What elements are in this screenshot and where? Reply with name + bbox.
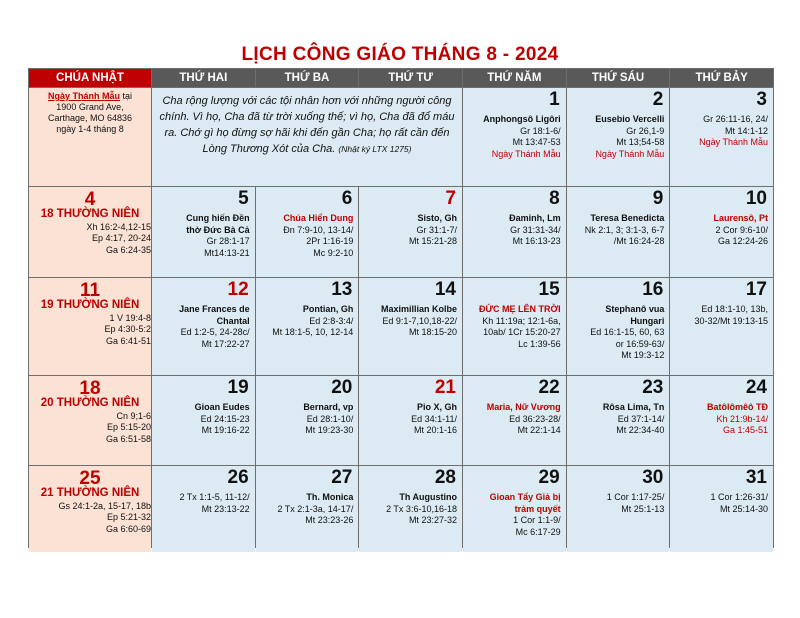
feast-name: thờ Đức Bà Cả — [186, 224, 250, 235]
feast-name: Hungari — [630, 315, 665, 326]
day-content — [571, 492, 665, 515]
day-number: 17 — [745, 279, 767, 300]
day-cell[interactable] — [567, 376, 670, 465]
reading-line: Ep 4:17, 20-24 — [91, 233, 151, 243]
day-cell[interactable] — [29, 466, 151, 552]
header-monday: THỨ HAI — [152, 69, 255, 87]
day-cell[interactable] — [670, 88, 773, 186]
day-content — [363, 213, 457, 248]
reading-line: Xh 16:2-4,12-15 — [86, 221, 151, 232]
feast-name: Batôlômêô TĐ — [706, 402, 768, 412]
reading-line: 2Pr 1:16-19 — [306, 236, 354, 246]
day-cell[interactable] — [463, 187, 566, 277]
day-content — [156, 492, 250, 515]
sunday-week-label: 19 THƯỜNG NIÊN — [40, 299, 140, 311]
reading-line: Ga 6:60-69 — [105, 523, 151, 534]
reading-line: or 16:59-63/ — [615, 338, 665, 349]
day-number: 24 — [745, 377, 767, 398]
reading-line: Mt 19:3-12 — [621, 350, 665, 360]
reading-line: Ed 37:1-14/ — [617, 413, 665, 424]
reading-line: Ngày Thánh Mẫu — [699, 137, 768, 147]
reading-line: Gr 31:31-34/ — [510, 224, 561, 235]
reading-line: Mt 13;54-58 — [616, 137, 665, 147]
feast-name: Chantal — [216, 315, 250, 326]
reading-line: Mt 13:47-53 — [512, 137, 561, 147]
reading-line: Mt 20:1-16 — [413, 425, 457, 435]
day-number: 3 — [756, 89, 767, 110]
reading-line: Mt 25:14-30 — [719, 503, 768, 514]
day-cell[interactable] — [29, 278, 151, 375]
day-cell[interactable] — [29, 187, 151, 277]
day-number: 28 — [434, 467, 456, 488]
reading-line: Kh 21:9b-14/ — [716, 413, 768, 424]
day-content — [260, 304, 354, 339]
reading-line: Ep 5:21-32 — [106, 512, 151, 522]
day-number: 30 — [642, 467, 664, 488]
day-number: 2 — [652, 89, 664, 110]
reading-line: Gr 26,1-9 — [626, 125, 665, 136]
feast-name: Gioan Eudes — [194, 402, 250, 412]
reading-line: 10ab/ 1Cr 15:20-27 — [483, 327, 561, 337]
info-link[interactable]: Ngày Thánh Mẫu — [47, 91, 120, 101]
feast-name: Maximillian Kolbe — [380, 304, 457, 314]
day-content — [363, 492, 457, 527]
day-cell[interactable] — [670, 187, 773, 277]
feast-name: Chúa Hiển Dung — [283, 213, 354, 223]
reading-line: Ga 6:51-58 — [105, 433, 151, 444]
reading-line: Mt 14:1-12 — [724, 125, 768, 136]
feast-name: Th Augustino — [399, 492, 457, 502]
reading-line: Mt 19:23-30 — [305, 425, 354, 435]
day-number: 16 — [642, 279, 664, 300]
info-line: Carthage, MO 64836 — [47, 113, 133, 123]
day-number: 18 — [79, 378, 101, 399]
reading-line: 1 Cor 1:1-9/ — [513, 515, 561, 525]
reading-line: Ep 5:15-20 — [106, 422, 151, 432]
day-cell[interactable] — [463, 88, 566, 186]
day-cell[interactable] — [152, 187, 255, 277]
feast-name: Cung hiến Đền — [186, 213, 250, 223]
day-cell[interactable] — [567, 187, 670, 277]
reading-line: Ed 9:1-7,10,18-22/ — [382, 315, 457, 326]
day-content — [674, 114, 768, 149]
feast-name: ĐỨC MẸ LÊN TRỜI — [479, 304, 561, 314]
reading-line: Ed 34:1-11/ — [411, 413, 457, 424]
feast-name: Rôsa Lima, Tn — [602, 402, 665, 412]
day-number: 11 — [79, 280, 101, 301]
reading-line: Ga 6:41-51 — [105, 335, 151, 346]
day-content — [571, 304, 665, 362]
reading-line: 2 Cor 9:6-10/ — [715, 224, 768, 235]
info-line: 1900 Grand Ave, — [56, 102, 124, 112]
feast-name: trảm quyết — [514, 503, 561, 514]
feast-name: Sisto, Gh — [417, 213, 457, 223]
feast-name: Anphongsô Ligôri — [483, 114, 561, 124]
reading-line: Gr 18:1-6/ — [520, 125, 561, 136]
reading-line: Ga 6:24-35 — [105, 244, 151, 255]
reading-line: Mt14:13-21 — [204, 247, 250, 258]
reading-line: 2 Tx 2:1-3a, 14-17/ — [277, 503, 354, 514]
day-content — [260, 213, 354, 259]
day-content — [260, 492, 354, 527]
reading-line: 2 Tx 1:1-5, 11-12/ — [179, 492, 250, 502]
reading-line: Ga 12:24-26 — [717, 236, 768, 246]
day-content — [674, 492, 768, 515]
info-link-suffix: tại — [120, 91, 133, 101]
day-cell[interactable] — [670, 278, 773, 375]
day-content — [156, 402, 250, 437]
feast-name: Eusebio Vercelli — [595, 114, 665, 124]
reading-line: Ed 18:1-10, 13b, — [701, 304, 768, 314]
day-content — [467, 304, 561, 350]
day-content — [467, 492, 561, 538]
day-content — [674, 402, 768, 437]
day-content — [156, 304, 250, 350]
feast-name: Teresa Benedicta — [590, 213, 665, 223]
reading-line: 1 Cor 1:26-31/ — [710, 492, 768, 502]
reading-line: Mt 23:27-32 — [408, 515, 457, 525]
day-number: 21 — [434, 377, 456, 398]
day-number: 22 — [538, 377, 560, 398]
reading-line: Mt 18:1-5, 10, 12-14 — [272, 327, 354, 337]
day-number: 5 — [238, 188, 249, 209]
reading-line: Ga 1:45-51 — [722, 425, 768, 435]
header-saturday: THỨ BẢY — [670, 69, 773, 87]
day-number: 14 — [434, 279, 456, 300]
day-content — [467, 402, 561, 437]
day-number: 4 — [84, 189, 96, 210]
header-wednesday: THỨ TƯ — [359, 69, 462, 87]
day-content — [674, 213, 768, 248]
reading-line: Mc 6:17-29 — [515, 526, 561, 537]
reading-line: Mt 15:21-28 — [408, 236, 457, 246]
day-content — [467, 114, 561, 160]
sunday-week-label: 21 THƯỜNG NIÊN — [40, 487, 140, 499]
reading-line: Ed 16:1-15, 60, 63 — [590, 327, 665, 337]
reading-line: Đn 7:9-10, 13-14/ — [283, 224, 354, 235]
sunday-week-label: 18 THƯỜNG NIÊN — [40, 208, 140, 220]
header-friday: THỨ SÁU — [567, 69, 670, 87]
reading-line: Ed 36:23-28/ — [509, 413, 561, 424]
reading-line: Mt 19:16-22 — [201, 425, 250, 435]
reading-line: Ep 4:30-5:2 — [104, 324, 151, 334]
reading-line: Gr 31:1-7/ — [416, 224, 457, 235]
day-content — [363, 402, 457, 437]
day-number: 12 — [227, 279, 249, 300]
day-content — [29, 209, 151, 256]
reading-line: Mt 23:23-26 — [305, 515, 354, 525]
day-number: 20 — [331, 377, 353, 398]
reading-line: Mt 18:15-20 — [408, 327, 457, 337]
feast-name: Đaminh, Lm — [509, 213, 561, 223]
day-cell[interactable] — [152, 376, 255, 465]
day-content — [467, 213, 561, 248]
reading-line: Mt 17:22-27 — [201, 338, 250, 349]
day-number: 31 — [745, 467, 767, 488]
day-number: 27 — [331, 467, 353, 488]
day-content — [156, 213, 250, 259]
reading-line: Ed 28:1-10/ — [306, 413, 354, 424]
day-cell[interactable] — [463, 278, 566, 375]
day-number: 10 — [745, 188, 767, 209]
reading-line: Kh 11:19a; 12:1-6a, — [482, 315, 561, 326]
reading-line: Ngày Thánh Mẫu — [595, 148, 665, 159]
day-cell[interactable] — [359, 187, 462, 277]
quote-reference: (Nhật ký LTX 1275) — [338, 144, 412, 154]
reading-line: 2 Tx 3:6-10,16-18 — [386, 503, 457, 514]
day-content — [571, 402, 665, 437]
calendar-title: LỊCH CÔNG GIÁO THÁNG 8 - 2024 — [241, 44, 559, 65]
reading-line: Ed 2:8-3:4/ — [309, 315, 354, 326]
day-content — [571, 213, 665, 248]
header-thursday: THỨ NĂM — [463, 69, 566, 87]
day-cell[interactable] — [567, 88, 670, 186]
reading-line: Mc 9:2-10 — [313, 247, 354, 258]
day-cell[interactable] — [152, 466, 255, 552]
feast-name: Jane Frances de — [179, 304, 250, 314]
reading-line: Mt 23:13-22 — [201, 503, 250, 514]
day-number: 26 — [227, 467, 249, 488]
day-cell[interactable] — [463, 466, 566, 552]
day-number: 7 — [445, 188, 456, 209]
reading-line: /Mt 16:24-28 — [613, 236, 665, 246]
feast-name: Maria, Nữ Vương — [486, 402, 561, 412]
day-content — [674, 304, 768, 327]
reading-line: Mt 25:1-13 — [621, 503, 665, 514]
day-content — [260, 402, 354, 437]
day-number: 29 — [538, 467, 560, 488]
reading-line: Mt 22:1-14 — [517, 425, 561, 435]
sunday-week-label: 20 THƯỜNG NIÊN — [40, 397, 140, 409]
day-content — [29, 300, 151, 347]
day-cell[interactable] — [670, 466, 773, 552]
day-cell[interactable] — [567, 278, 670, 375]
reading-line: Mt 16:13-23 — [512, 236, 561, 246]
reading-line: Lc 1:39-56 — [518, 338, 561, 349]
reading-line: Ngày Thánh Mẫu — [491, 148, 561, 159]
day-content — [29, 398, 151, 445]
reading-line: Gr 28:1-17 — [206, 236, 250, 246]
quote-box — [152, 88, 462, 186]
day-cell[interactable] — [256, 376, 359, 465]
feast-name: Pontian, Gh — [302, 304, 354, 314]
reading-line: 1 Cor 1:17-25/ — [606, 492, 665, 502]
reading-line: Nk 2:1, 3; 3:1-3, 6-7 — [584, 224, 665, 235]
reading-line: Ed 24:15-23 — [200, 413, 250, 424]
day-cell[interactable] — [567, 466, 670, 552]
day-number: 15 — [538, 279, 560, 300]
day-content — [363, 304, 457, 339]
feast-name: Gioan Tẩy Giả bị — [489, 492, 561, 502]
day-number: 6 — [341, 188, 353, 209]
reading-line: Cn 9;1-6 — [116, 410, 151, 421]
day-number: 9 — [652, 188, 664, 209]
reading-line: Gs 24:1-2a, 15-17, 18b — [58, 500, 151, 511]
info-box — [29, 88, 151, 186]
day-cell[interactable] — [463, 376, 566, 465]
day-content — [29, 488, 151, 535]
day-cell[interactable] — [256, 278, 359, 375]
day-cell[interactable] — [359, 376, 462, 465]
day-cell[interactable] — [29, 376, 151, 465]
day-number: 19 — [227, 377, 249, 398]
feast-name: Laurensô, Pt — [713, 213, 768, 223]
day-cell[interactable] — [359, 278, 462, 375]
day-number: 23 — [642, 377, 664, 398]
calendar-grid — [28, 68, 774, 548]
day-number: 13 — [331, 279, 353, 300]
feast-name: Th. Monica — [306, 492, 354, 502]
feast-name: Pio X, Gh — [416, 402, 457, 412]
reading-line: 30-32/Mt 19:13-15 — [694, 315, 768, 326]
header-sunday: CHÚA NHẬT — [29, 69, 151, 87]
quote-text: Cha rộng lượng với các tội nhân hơn với những người công chính. Vì họ, Cha đã từ trời xuống thế; vì họ, Cha đã đổ máu ra. Chớ gì họ đừng sợ hãi khi đến gần Cha; họ rất cần đến Lòng Thương Xót của Cha. — [159, 95, 455, 155]
day-number: 25 — [79, 468, 101, 489]
day-cell[interactable] — [152, 278, 255, 375]
day-content — [571, 114, 665, 160]
header-tuesday: THỨ BA — [256, 69, 359, 87]
info-line: ngày 1-4 tháng 8 — [56, 124, 124, 134]
reading-line: Gr 26:11-16, 24/ — [703, 114, 768, 124]
reading-line: 1 V 19:4-8 — [109, 312, 151, 323]
day-number: 1 — [549, 89, 560, 110]
day-cell[interactable] — [256, 466, 359, 552]
day-cell[interactable] — [256, 187, 359, 277]
feast-name: Bernard, vp — [303, 402, 354, 412]
feast-name: Stephanô vua — [605, 304, 665, 314]
day-cell[interactable] — [670, 376, 773, 465]
reading-line: Ed 1:2-5, 24-28c/ — [180, 327, 250, 337]
day-number: 8 — [549, 188, 560, 209]
day-cell[interactable] — [359, 466, 462, 552]
reading-line: Mt 22:34-40 — [616, 425, 665, 435]
